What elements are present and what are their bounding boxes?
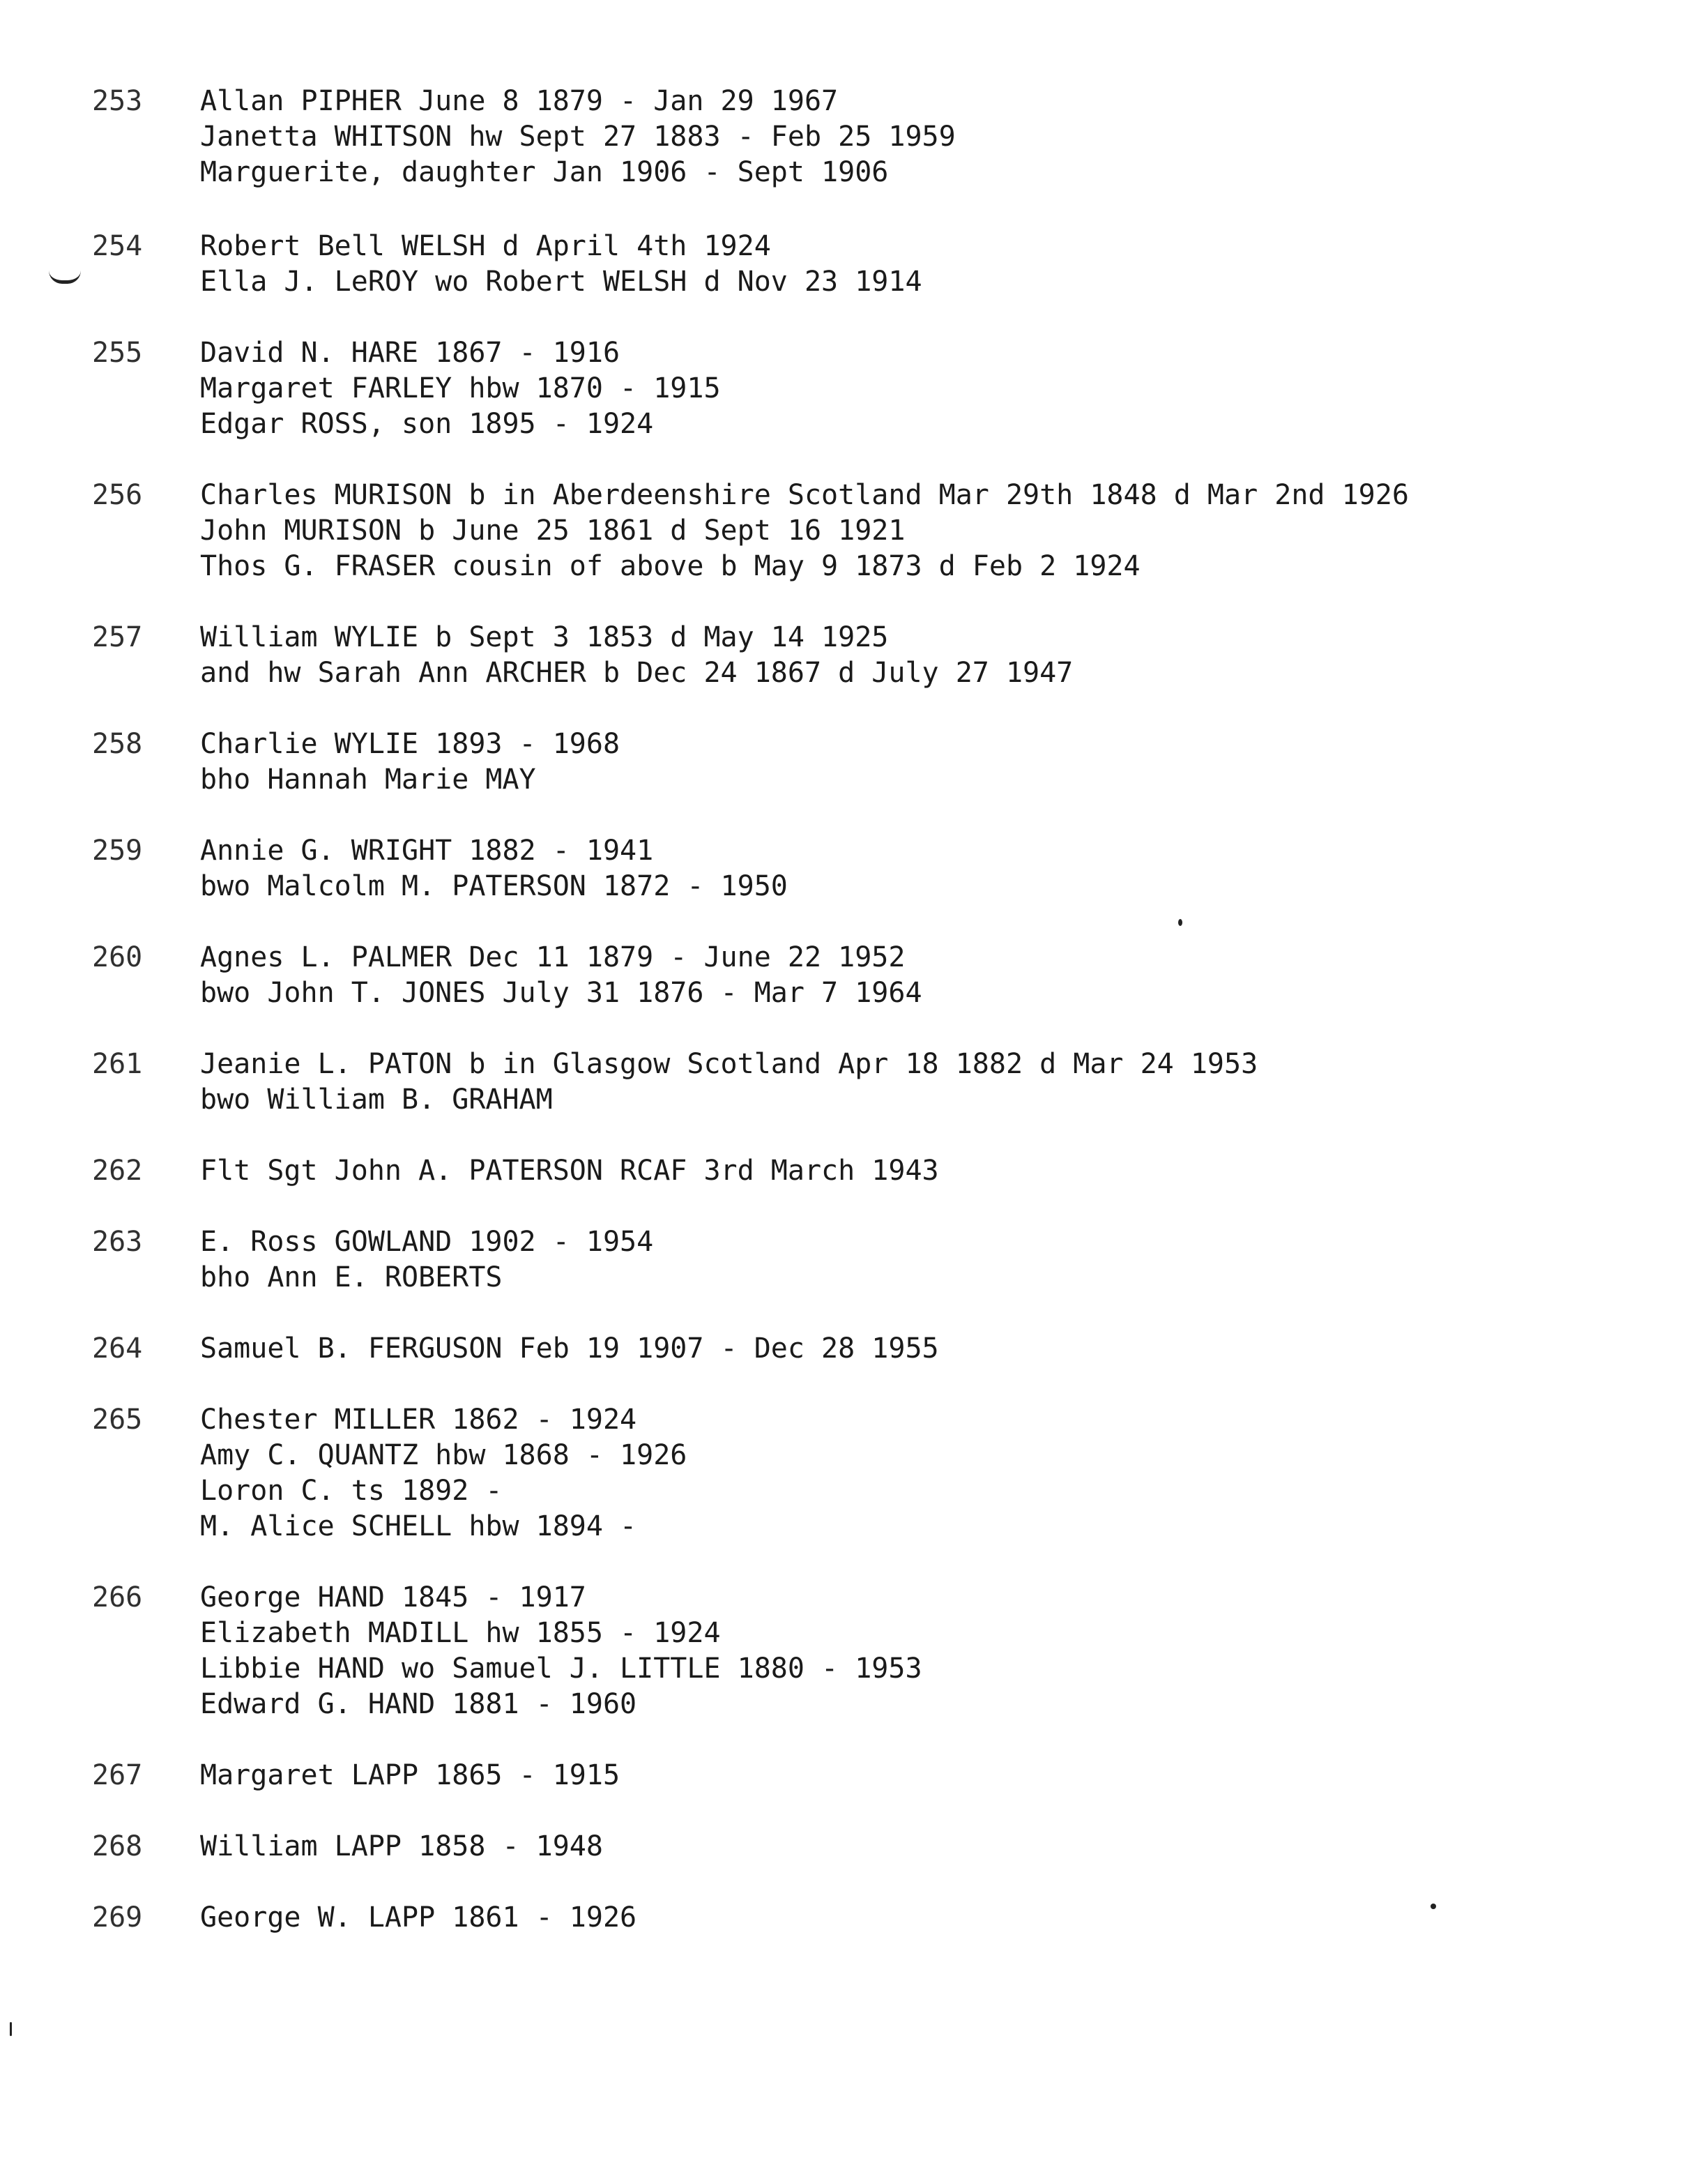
record-line: John MURISON b June 25 1861 d Sept 16 1921	[200, 515, 906, 547]
record-entry	[92, 84, 1626, 190]
lot-number: 265	[92, 1404, 143, 1436]
record-line: Thos G. FRASER cousin of above b May 9 1873 d Feb 2 1924	[200, 550, 1141, 582]
record-line: Elizabeth MADILL hw 1855 - 1924	[200, 1617, 721, 1649]
record-entry	[92, 335, 1626, 442]
record-entry	[92, 229, 1626, 300]
lot-number: 258	[92, 728, 143, 760]
record-line: Loron C. ts 1892 -	[200, 1475, 503, 1507]
record-entry	[92, 620, 1626, 691]
record-line: Agnes L. PALMER Dec 11 1879 - June 22 1952	[200, 941, 906, 973]
record-entry	[92, 940, 1626, 1011]
record-entry	[92, 1402, 1626, 1544]
record-line: George W. LAPP 1861 - 1926	[200, 1901, 637, 1934]
record-entry	[92, 1331, 1626, 1367]
record-entry	[92, 1047, 1626, 1118]
record-line: Allan PIPHER June 8 1879 - Jan 29 1967	[200, 85, 839, 117]
record-entry	[92, 1900, 1626, 1936]
record-line: Charles MURISON b in Aberdeenshire Scotland Mar 29th 1848 d Mar 2nd 1926	[200, 479, 1409, 511]
lot-number: 267	[92, 1759, 143, 1791]
record-entry	[92, 1224, 1626, 1296]
record-line: Charlie WYLIE 1893 - 1968	[200, 728, 620, 760]
record-line: Janetta WHITSON hw Sept 27 1883 - Feb 25 1959	[200, 121, 956, 153]
record-line: Flt Sgt John A. PATERSON RCAF 3rd March 1943	[200, 1155, 939, 1187]
record-line: M. Alice SCHELL hbw 1894 -	[200, 1510, 637, 1542]
lot-number: 264	[92, 1332, 143, 1365]
lot-number: 268	[92, 1830, 143, 1862]
record-entry	[92, 478, 1626, 584]
record-line: bwo William B. GRAHAM	[200, 1084, 553, 1116]
record-line: Margaret FARLEY hbw 1870 - 1915	[200, 372, 721, 404]
lot-number: 255	[92, 337, 143, 369]
lot-number: 269	[92, 1901, 143, 1934]
ink-speck	[10, 2022, 12, 2036]
record-line: Annie G. WRIGHT 1882 - 1941	[200, 835, 654, 867]
record-line: bwo John T. JONES July 31 1876 - Mar 7 1964	[200, 977, 922, 1009]
lot-number: 262	[92, 1155, 143, 1187]
record-line: Edward G. HAND 1881 - 1960	[200, 1688, 637, 1720]
record-line: Amy C. QUANTZ hbw 1868 - 1926	[200, 1439, 687, 1471]
record-entry	[92, 1580, 1626, 1722]
lot-number: 253	[92, 85, 143, 117]
record-line: Marguerite, daughter Jan 1906 - Sept 1906	[200, 156, 889, 188]
record-line: George HAND 1845 - 1917	[200, 1581, 586, 1613]
lot-number: 260	[92, 941, 143, 973]
record-line: Edgar ROSS, son 1895 - 1924	[200, 408, 654, 440]
lot-number: 266	[92, 1581, 143, 1613]
lot-number: 256	[92, 479, 143, 511]
lot-number: 257	[92, 621, 143, 653]
record-line: Chester MILLER 1862 - 1924	[200, 1404, 637, 1436]
lot-number: 263	[92, 1226, 143, 1258]
lot-number: 261	[92, 1048, 143, 1080]
record-line: bho Hannah Marie MAY	[200, 764, 536, 796]
lot-number: 254	[92, 230, 143, 262]
record-line: William WYLIE b Sept 3 1853 d May 14 1925	[200, 621, 889, 653]
record-line: bwo Malcolm M. PATERSON 1872 - 1950	[200, 870, 788, 902]
record-entry	[92, 1153, 1626, 1189]
record-line: Ella J. LeROY wo Robert WELSH d Nov 23 1914	[200, 266, 922, 298]
record-line: Jeanie L. PATON b in Glasgow Scotland Apr 18 1882 d Mar 24 1953	[200, 1048, 1258, 1080]
record-line: Margaret LAPP 1865 - 1915	[200, 1759, 620, 1791]
record-entry	[92, 833, 1626, 904]
record-entry	[92, 1758, 1626, 1793]
record-line: Libbie HAND wo Samuel J. LITTLE 1880 - 1953	[200, 1653, 922, 1685]
record-line: bho Ann E. ROBERTS	[200, 1261, 503, 1293]
lot-number: 259	[92, 835, 143, 867]
record-line: and hw Sarah Ann ARCHER b Dec 24 1867 d July 27 1947	[200, 657, 1074, 689]
record-entry	[92, 1829, 1626, 1865]
burial-record-list	[92, 84, 1626, 1936]
margin-pen-mark	[49, 271, 81, 284]
record-line: Robert Bell WELSH d April 4th 1924	[200, 230, 771, 262]
record-line: E. Ross GOWLAND 1902 - 1954	[200, 1226, 654, 1258]
record-line: David N. HARE 1867 - 1916	[200, 337, 620, 369]
record-entry	[92, 727, 1626, 798]
record-line: William LAPP 1858 - 1948	[200, 1830, 603, 1862]
record-line: Samuel B. FERGUSON Feb 19 1907 - Dec 28 1955	[200, 1332, 939, 1365]
